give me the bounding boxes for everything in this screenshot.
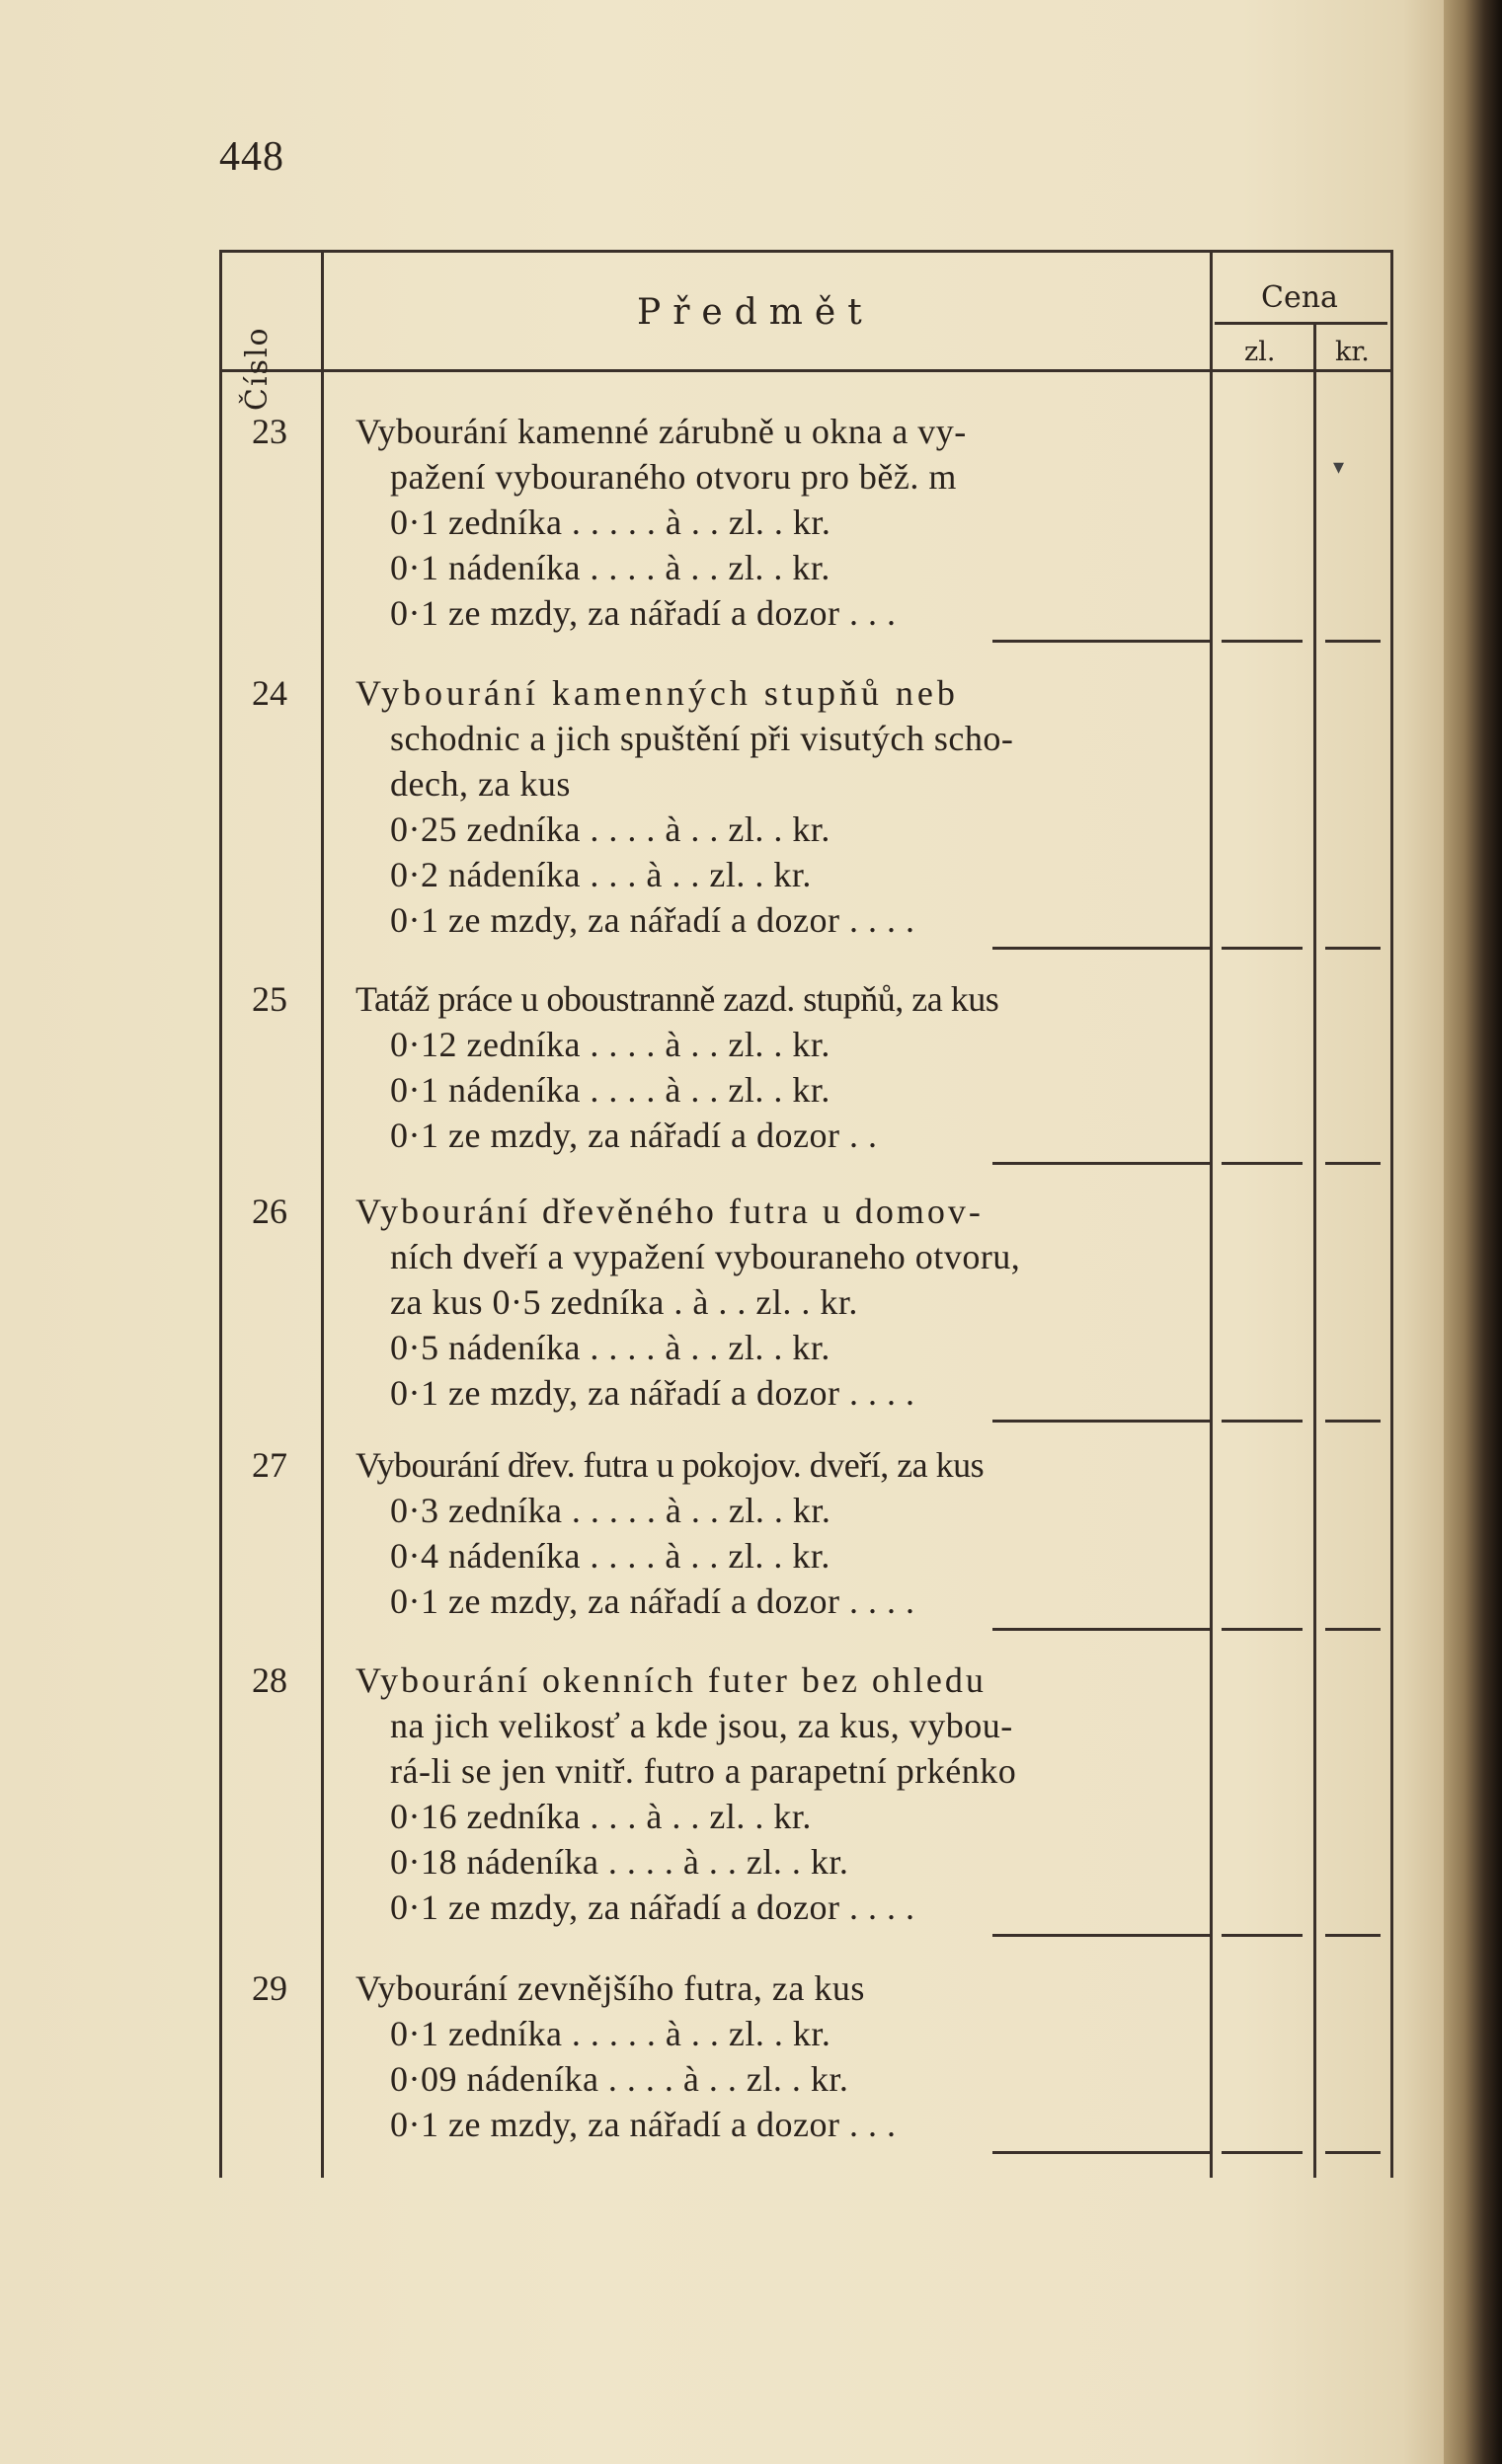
entry-number: 28	[252, 1660, 287, 1700]
sum-rule-kr	[1325, 947, 1381, 950]
entry-line: rá-li se jen vnitř. futro a parapetní prkénko	[390, 1751, 1017, 1791]
entry-line: 0·1 ze mzdy, za nářadí a dozor . . . .	[390, 1373, 915, 1413]
entry-line: Vybourání dřevěného futra u domov-	[356, 1192, 984, 1231]
entry-line: ních dveří a vypažení vybouraneho otvoru,	[390, 1237, 1021, 1276]
entry-line: Vybourání dřev. futra u pokojov. dveří, za kus	[356, 1445, 985, 1485]
header-predmet: Předmět	[637, 292, 874, 333]
sum-rule-kr	[1325, 1934, 1381, 1937]
entry-line: 0·2 nádeníka . . . à . . zl. . kr.	[390, 855, 812, 894]
entry-line: 0·1 ze mzdy, za nářadí a dozor . . .	[390, 2105, 897, 2144]
entry-line: 0·1 nádeníka . . . . à . . zl. . kr.	[390, 1070, 830, 1110]
sum-rule	[992, 1628, 1210, 1631]
entry-number: 27	[252, 1445, 287, 1485]
sum-rule-kr	[1325, 2151, 1381, 2154]
entry-line: 0·5 nádeníka . . . . à . . zl. . kr.	[390, 1328, 830, 1367]
sum-rule	[992, 1420, 1210, 1423]
sum-rule-kr	[1325, 1420, 1381, 1423]
entry-line: schodnic a jich spuštění při visutých scho-	[390, 719, 1014, 758]
column-divider-price	[1210, 253, 1213, 2178]
header-cislo: Číslo	[240, 326, 275, 411]
entry-number: 25	[252, 979, 287, 1019]
entry-line: 0·1 nádeníka . . . . à . . zl. . kr.	[390, 548, 830, 587]
sum-rule-kr	[1325, 640, 1381, 643]
entry-line: 0·1 ze mzdy, za nářadí a dozor . .	[390, 1116, 878, 1155]
entry-number: 24	[252, 673, 287, 713]
entry-number: 29	[252, 1968, 287, 2008]
entry-line: 0·16 zedníka . . . à . . zl. . kr.	[390, 1797, 812, 1836]
entry-line: 0·1 ze mzdy, za nářadí a dozor . . . .	[390, 900, 915, 940]
sum-rule-zl	[1222, 2151, 1303, 2154]
entry-line: pažení vybouraného otvoru pro běž. m	[390, 457, 957, 497]
sum-rule	[992, 2151, 1210, 2154]
entry-line: 0·3 zedníka . . . . . à . . zl. . kr.	[390, 1491, 831, 1530]
entry-line: Vybourání kamenných stupňů neb	[356, 673, 959, 713]
column-divider-kr	[1313, 322, 1316, 2178]
price-table	[219, 250, 1393, 2178]
entry-line: dech, za kus	[390, 764, 571, 804]
entry-line: 0·1 zedníka . . . . . à . . zl. . kr.	[390, 2014, 831, 2053]
entry-line: 0·09 nádeníka . . . . à . . zl. . kr.	[390, 2059, 849, 2099]
ink-mark: ▾	[1333, 455, 1345, 480]
entry-line: za kus 0·5 zedníka . à . . zl. . kr.	[390, 1282, 858, 1322]
sum-rule	[992, 1162, 1210, 1165]
sum-rule-zl	[1222, 1162, 1303, 1165]
column-divider-number	[321, 253, 324, 2178]
sum-rule-zl	[1222, 947, 1303, 950]
header-cena: Cena	[1261, 280, 1338, 315]
cena-split-rule	[1215, 322, 1387, 325]
sum-rule	[992, 640, 1210, 643]
entry-line: 0·1 ze mzdy, za nářadí a dozor . . .	[390, 593, 897, 633]
entry-line: 0·18 nádeníka . . . . à . . zl. . kr.	[390, 1842, 849, 1882]
header-rule	[222, 369, 1390, 372]
entry-line: 0·4 nádeníka . . . . à . . zl. . kr.	[390, 1536, 830, 1576]
header-kr: kr.	[1335, 337, 1370, 367]
entry-line: 0·25 zedníka . . . . à . . zl. . kr.	[390, 809, 830, 849]
entry-line: 0·1 ze mzdy, za nářadí a dozor . . . .	[390, 1887, 915, 1927]
page-edge	[1444, 0, 1502, 2464]
sum-rule	[992, 947, 1210, 950]
sum-rule-zl	[1222, 1934, 1303, 1937]
sum-rule	[992, 1934, 1210, 1937]
entry-line: 0·1 zedníka . . . . . à . . zl. . kr.	[390, 502, 831, 542]
entry-line: Vybourání zevnějšího futra, za kus	[356, 1968, 865, 2008]
header-zl: zl.	[1244, 337, 1276, 367]
entry-line: na jich velikosť a kde jsou, za kus, vybou-	[390, 1706, 1013, 1745]
page-number: 448	[219, 134, 284, 180]
entry-number: 23	[252, 412, 287, 451]
entry-number: 26	[252, 1192, 287, 1231]
entry-line: Vybourání kamenné zárubně u okna a vy-	[356, 412, 967, 451]
sum-rule-zl	[1222, 1420, 1303, 1423]
entry-line: 0·1 ze mzdy, za nářadí a dozor . . . .	[390, 1581, 915, 1621]
sum-rule-zl	[1222, 1628, 1303, 1631]
entry-line: Tatáž práce u oboustranně zazd. stupňů, za kus	[356, 979, 999, 1019]
entry-line: Vybourání okenních futer bez ohledu	[356, 1660, 987, 1700]
sum-rule-kr	[1325, 1162, 1381, 1165]
sum-rule-zl	[1222, 640, 1303, 643]
entry-line: 0·12 zedníka . . . . à . . zl. . kr.	[390, 1025, 830, 1064]
sum-rule-kr	[1325, 1628, 1381, 1631]
